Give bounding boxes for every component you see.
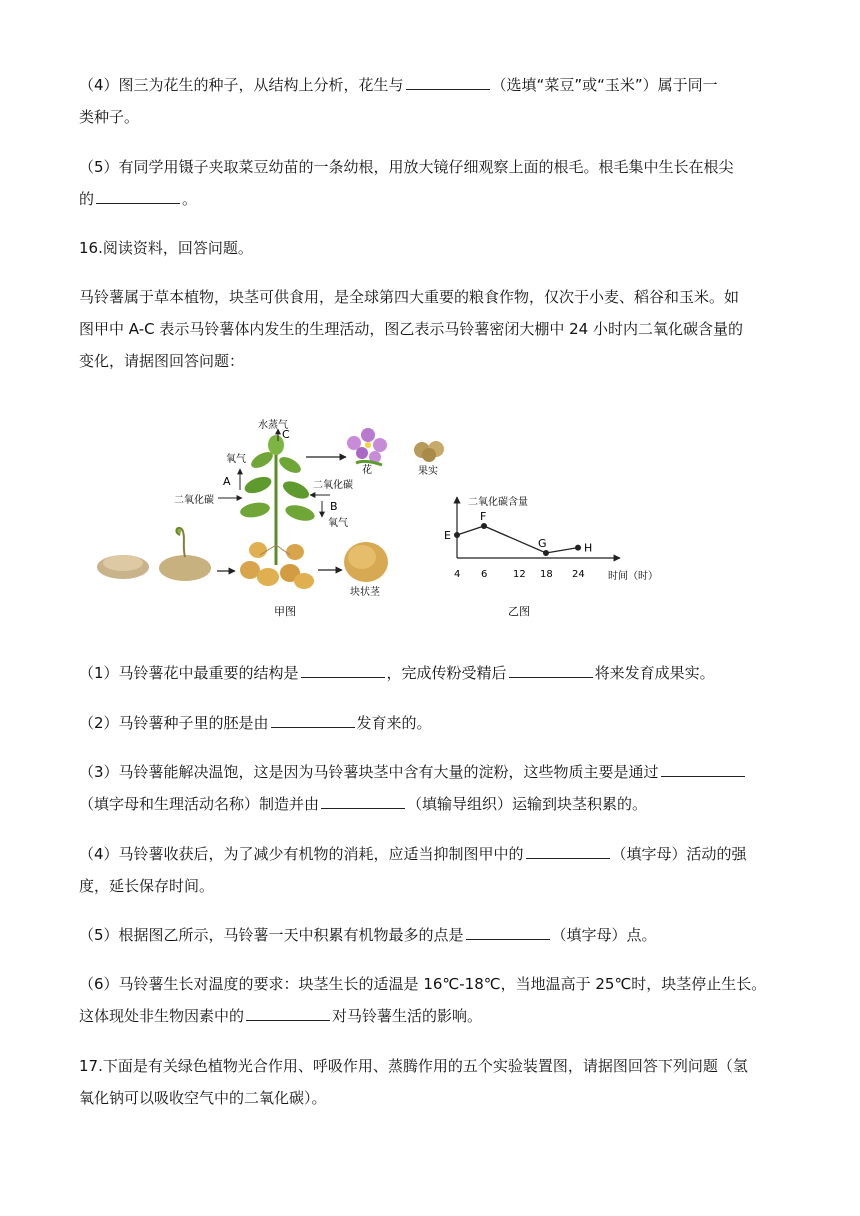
q16-sub2-text-a: （2）马铃薯种子里的胚是由 — [79, 714, 269, 732]
q15-p4-text-a: （4）图三为花生的种子，从结构上分析，花生与 — [79, 76, 404, 94]
answer-blank[interactable] — [406, 75, 490, 90]
q16-intro-text2: 图甲中 A-C 表示马铃薯体内发生的生理活动，图乙表示马铃薯密闭大棚中 24 小时内二氧化碳含量的 — [79, 320, 743, 338]
label-C: C — [282, 428, 290, 441]
potato-figure — [90, 405, 680, 625]
q16-intro-text1: 马铃薯属于草本植物，块茎可供食用，是全球第四大重要的粮食作物，仅次于小麦、稻谷和玉米。如 — [79, 288, 740, 306]
q16-sub6-text-a: （6）马铃薯生长对温度的要求：块茎生长的适温是 16℃-18℃，当地温高于 25℃时，块茎停止生长。 — [79, 975, 767, 993]
q16-title-text: 16.阅读资料，回答问题。 — [79, 239, 253, 257]
q16-sub1 — [79, 663, 715, 683]
sprouting-seed-illustration — [159, 528, 211, 581]
q16-sub2-text-b: 发育来的。 — [356, 714, 432, 732]
label-fruit: 果实 — [418, 466, 438, 477]
co2-series-line — [457, 526, 578, 553]
fruit-illustration — [414, 441, 444, 462]
answer-blank[interactable] — [321, 794, 405, 809]
q16-sub1-text-b: ，完成传粉受精后 — [386, 664, 507, 682]
label-co2-right: 二氧化碳 — [313, 480, 353, 491]
q16-sub1-text-a: （1）马铃薯花中最重要的结构是 — [79, 664, 299, 682]
label-water-vapor: 水蒸气 — [258, 420, 288, 431]
q15-part5-line2 — [79, 189, 197, 209]
q16-sub4-text-b: （填字母）活动的强 — [611, 845, 747, 863]
q17-line2 — [79, 1088, 327, 1108]
q16-sub4-text-a: （4）马铃薯收获后，为了减少有机物的消耗，应适当抑制图甲中的 — [79, 845, 524, 863]
answer-blank[interactable] — [246, 1006, 330, 1021]
potato-plant-illustration — [239, 435, 316, 589]
figure-jia-label: 甲图 — [274, 605, 296, 618]
co2-chart — [444, 495, 658, 582]
data-point — [575, 545, 581, 551]
q16-intro-text3: 变化，请据图回答问题： — [79, 352, 245, 370]
q17-text-2: 氧化钠可以吸收空气中的二氧化碳）。 — [79, 1089, 327, 1107]
q16-sub4-line2 — [79, 876, 214, 896]
answer-blank[interactable] — [526, 844, 610, 859]
q15-part4-line1 — [79, 75, 718, 95]
q16-sub3-text-b: （填字母和生理活动名称）制造并由 — [79, 795, 320, 813]
data-point — [481, 523, 487, 529]
answer-blank[interactable] — [509, 663, 593, 678]
answer-blank[interactable] — [301, 663, 385, 678]
flower-illustration — [347, 428, 387, 465]
q17-text-1: 17.下面是有关绿色植物光合作用、呼吸作用、蒸腾作用的五个实验装置图，请据图回答下列问题（氢 — [79, 1057, 748, 1075]
q16-sub3-text-a: （3）马铃薯能解决温饱，这是因为马铃薯块茎中含有大量的淀粉，这些物质主要是通过 — [79, 763, 659, 781]
label-co2-left: 二氧化碳 — [174, 495, 214, 506]
q17-line1 — [79, 1056, 748, 1076]
seed-illustration — [97, 555, 149, 579]
q16-sub5-text-a: （5）根据图乙所示，马铃薯一天中积累有机物最多的点是 — [79, 926, 464, 944]
label-tuber: 块状茎 — [350, 587, 380, 598]
q16-sub3-text-c: （填输导组织）运输到块茎积累的。 — [407, 795, 648, 813]
data-point-label: F — [480, 510, 487, 523]
data-point-label: E — [444, 529, 451, 542]
data-point-label: G — [538, 537, 547, 550]
q15-p5-text-b: 的 — [79, 190, 95, 208]
y-axis-label: 二氧化碳含量 — [468, 497, 528, 508]
q15-part5-line1 — [79, 157, 734, 177]
q16-sub5-text-b: （填字母）点。 — [551, 926, 657, 944]
q16-intro-line1 — [79, 287, 739, 307]
q16-sub3-line1 — [79, 762, 747, 782]
answer-blank[interactable] — [466, 925, 550, 940]
q16-sub4-text-c: 度，延长保存时间。 — [79, 877, 215, 895]
q16-intro-line3 — [79, 351, 244, 371]
q16-sub6-text-b: 这体现处非生物因素中的 — [79, 1007, 245, 1025]
q16-sub5 — [79, 925, 657, 945]
x-tick-label: 4 — [454, 569, 461, 580]
q16-intro-line2 — [79, 319, 743, 339]
x-tick-label: 18 — [540, 569, 553, 580]
label-B: B — [330, 500, 338, 513]
data-point — [454, 532, 460, 538]
q15-p4-text-b: （选填“菜豆”或“玉米”）属于同一 — [491, 76, 718, 94]
x-tick-label: 6 — [481, 569, 488, 580]
figure-yi-label: 乙图 — [508, 605, 530, 618]
answer-blank[interactable] — [96, 189, 180, 204]
label-oxygen-1: 氧气 — [226, 454, 246, 465]
label-A: A — [223, 475, 231, 488]
q16-sub6-line2 — [79, 1006, 482, 1026]
answer-blank[interactable] — [661, 762, 745, 777]
q16-sub3-line2 — [79, 794, 647, 814]
x-tick-label: 12 — [513, 569, 526, 580]
x-axis-label: 时间（时） — [608, 571, 658, 582]
answer-blank[interactable] — [271, 713, 355, 728]
q16-sub4-line1 — [79, 844, 747, 864]
x-tick-label: 24 — [572, 569, 585, 580]
q15-part4-line2 — [79, 107, 139, 127]
q15-p5-text-a: （5）有同学用镊子夹取菜豆幼苗的一条幼根，用放大镜仔细观察上面的根毛。根毛集中生长在根尖 — [79, 158, 734, 176]
data-point-label: H — [584, 541, 593, 555]
tuber-illustration — [344, 542, 388, 582]
x-tick-labels — [454, 569, 585, 580]
q16-sub6-text-c: 对马铃薯生活的影响。 — [332, 1007, 483, 1025]
q16-sub2 — [79, 713, 432, 733]
q16-title — [79, 238, 253, 258]
q15-p4-text-c: 类种子。 — [79, 108, 140, 126]
label-oxygen-2: 氧气 — [328, 518, 348, 529]
q15-p5-text-c: 。 — [182, 190, 198, 208]
q16-sub6-line1 — [79, 974, 766, 994]
q16-sub1-text-c: 将来发育成果实。 — [594, 664, 715, 682]
label-flower: 花 — [362, 465, 372, 476]
data-point — [543, 550, 549, 556]
